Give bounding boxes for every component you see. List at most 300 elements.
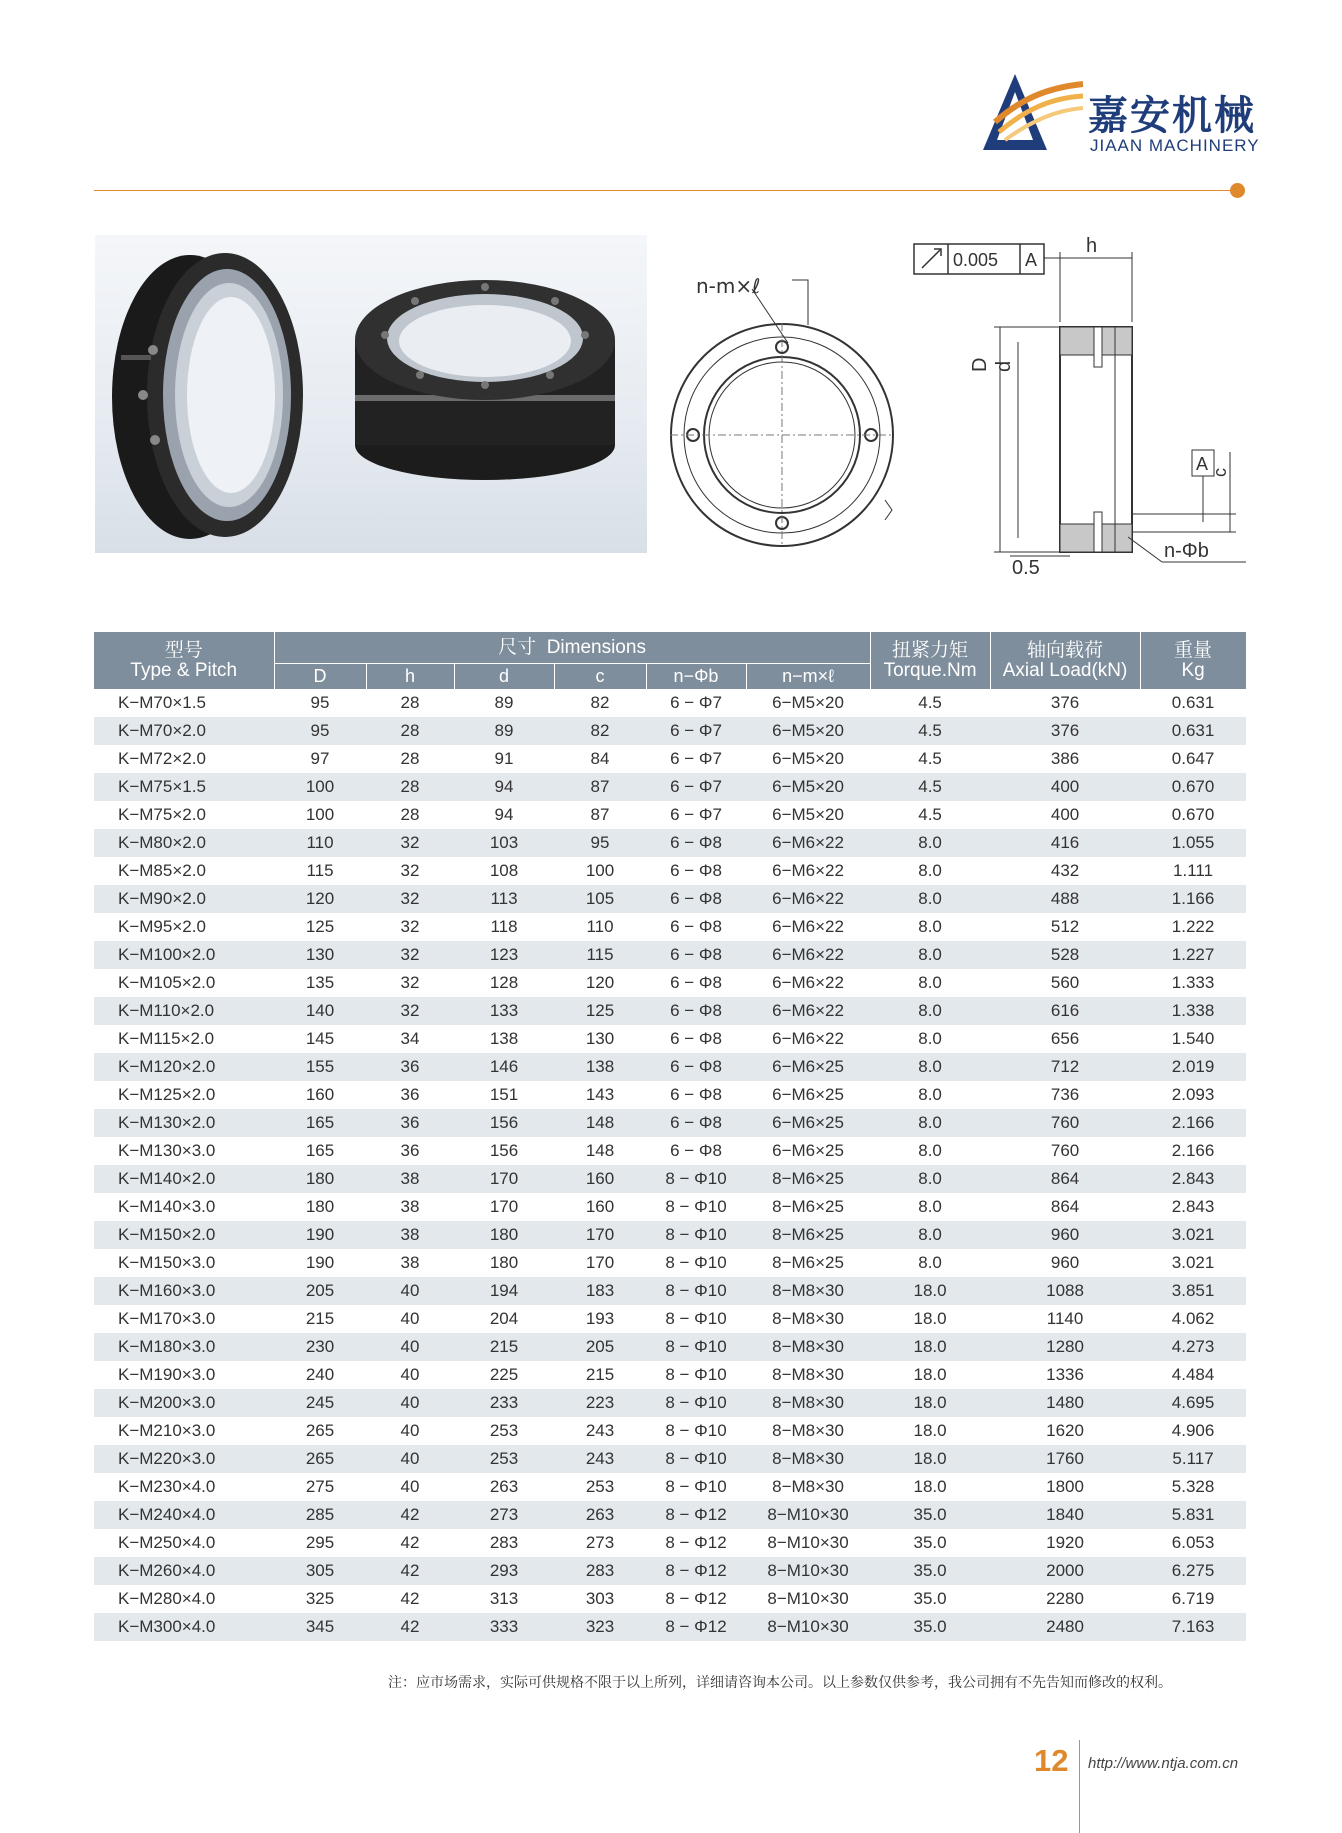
table-cell: 2.843 bbox=[1140, 1165, 1246, 1193]
table-cell: 333 bbox=[454, 1613, 554, 1641]
table-cell: 8.0 bbox=[870, 857, 990, 885]
table-cell: 265 bbox=[274, 1445, 366, 1473]
table-cell: 8 − Φ10 bbox=[646, 1333, 746, 1361]
table-cell: 95 bbox=[274, 717, 366, 745]
table-cell: 151 bbox=[454, 1081, 554, 1109]
table-cell: 8−M6×25 bbox=[746, 1249, 870, 1277]
table-cell: 100 bbox=[274, 801, 366, 829]
table-cell: 89 bbox=[454, 689, 554, 717]
table-cell: 400 bbox=[990, 801, 1140, 829]
table-cell: 42 bbox=[366, 1501, 454, 1529]
table-cell: 263 bbox=[554, 1501, 646, 1529]
table-cell: K−M130×3.0 bbox=[94, 1137, 274, 1165]
spec-table bbox=[94, 632, 1247, 1641]
table-cell: 6−M6×25 bbox=[746, 1081, 870, 1109]
table-cell: 1.166 bbox=[1140, 885, 1246, 913]
table-cell: K−M210×3.0 bbox=[94, 1417, 274, 1445]
table-row bbox=[94, 801, 1246, 829]
table-cell: 6−M5×20 bbox=[746, 689, 870, 717]
table-cell: 6−M6×25 bbox=[746, 1053, 870, 1081]
table-cell: 35.0 bbox=[870, 1501, 990, 1529]
table-cell: 160 bbox=[554, 1193, 646, 1221]
label-nphib: n-Φb bbox=[1164, 540, 1209, 562]
table-cell: K−M110×2.0 bbox=[94, 997, 274, 1025]
table-cell: 233 bbox=[454, 1389, 554, 1417]
table-cell: 1.338 bbox=[1140, 997, 1246, 1025]
label-c: c bbox=[1210, 468, 1230, 477]
header-rule-dot bbox=[1230, 183, 1245, 198]
table-cell: 91 bbox=[454, 745, 554, 773]
table-cell: 285 bbox=[274, 1501, 366, 1529]
table-cell: 760 bbox=[990, 1109, 1140, 1137]
label-h: h bbox=[1086, 235, 1098, 257]
table-cell: 128 bbox=[454, 969, 554, 997]
table-cell: 230 bbox=[274, 1333, 366, 1361]
table-cell: 40 bbox=[366, 1389, 454, 1417]
table-cell: 215 bbox=[274, 1305, 366, 1333]
table-cell: 3.021 bbox=[1140, 1221, 1246, 1249]
table-cell: K−M300×4.0 bbox=[94, 1613, 274, 1641]
table-cell: 160 bbox=[554, 1165, 646, 1193]
table-row bbox=[94, 1053, 1246, 1081]
table-cell: 130 bbox=[274, 941, 366, 969]
table-cell: 42 bbox=[366, 1557, 454, 1585]
table-cell: K−M85×2.0 bbox=[94, 857, 274, 885]
table-cell: 1760 bbox=[990, 1445, 1140, 1473]
brand-name-cn: 嘉安机械 bbox=[1088, 93, 1256, 139]
table-cell: 87 bbox=[554, 801, 646, 829]
table-row bbox=[94, 1389, 1246, 1417]
table-cell: 89 bbox=[454, 717, 554, 745]
table-cell: 960 bbox=[990, 1249, 1140, 1277]
table-cell: 34 bbox=[366, 1025, 454, 1053]
table-cell: 148 bbox=[554, 1137, 646, 1165]
table-cell: 42 bbox=[366, 1613, 454, 1641]
table-cell: 5.831 bbox=[1140, 1501, 1246, 1529]
tolerance-value: 0.005 bbox=[953, 250, 999, 270]
table-cell: K−M240×4.0 bbox=[94, 1501, 274, 1529]
table-cell: 8 − Φ10 bbox=[646, 1193, 746, 1221]
table-cell: K−M160×3.0 bbox=[94, 1277, 274, 1305]
table-cell: 0.647 bbox=[1140, 745, 1246, 773]
table-cell: 6−M6×22 bbox=[746, 857, 870, 885]
table-cell: 6 − Φ8 bbox=[646, 997, 746, 1025]
table-cell: 35.0 bbox=[870, 1557, 990, 1585]
header-D: D bbox=[274, 664, 366, 690]
table-cell: K−M120×2.0 bbox=[94, 1053, 274, 1081]
table-cell: 82 bbox=[554, 717, 646, 745]
table-cell: 8−M8×30 bbox=[746, 1277, 870, 1305]
brand-name-en: JIAAN MACHINERY bbox=[1090, 136, 1260, 155]
table-cell: 616 bbox=[990, 997, 1140, 1025]
table-cell: 488 bbox=[990, 885, 1140, 913]
table-cell: 560 bbox=[990, 969, 1140, 997]
table-cell: 118 bbox=[454, 913, 554, 941]
table-cell: 4.484 bbox=[1140, 1361, 1246, 1389]
table-cell: 1.111 bbox=[1140, 857, 1246, 885]
table-row bbox=[94, 1445, 1246, 1473]
table-cell: 0.670 bbox=[1140, 773, 1246, 801]
table-row bbox=[94, 1193, 1246, 1221]
table-cell: 8 − Φ10 bbox=[646, 1417, 746, 1445]
table-cell: 18.0 bbox=[870, 1361, 990, 1389]
table-row bbox=[94, 1361, 1246, 1389]
table-cell: K−M150×3.0 bbox=[94, 1249, 274, 1277]
table-cell: K−M95×2.0 bbox=[94, 913, 274, 941]
table-row bbox=[94, 857, 1246, 885]
table-cell: 6 − Φ8 bbox=[646, 941, 746, 969]
table-cell: 243 bbox=[554, 1417, 646, 1445]
table-cell: K−M170×3.0 bbox=[94, 1305, 274, 1333]
table-cell: 8−M10×30 bbox=[746, 1613, 870, 1641]
table-cell: 38 bbox=[366, 1221, 454, 1249]
table-cell: 6−M5×20 bbox=[746, 717, 870, 745]
table-cell: 215 bbox=[454, 1333, 554, 1361]
table-cell: 32 bbox=[366, 941, 454, 969]
table-cell: 275 bbox=[274, 1473, 366, 1501]
table-cell: 8−M10×30 bbox=[746, 1585, 870, 1613]
table-cell: 1.540 bbox=[1140, 1025, 1246, 1053]
table-cell: 38 bbox=[366, 1249, 454, 1277]
table-cell: 8.0 bbox=[870, 997, 990, 1025]
table-cell: 4.273 bbox=[1140, 1333, 1246, 1361]
table-cell: 8 − Φ10 bbox=[646, 1305, 746, 1333]
header-dimensions: 尺寸 Dimensions bbox=[274, 632, 870, 664]
table-cell: 183 bbox=[554, 1277, 646, 1305]
table-row bbox=[94, 1333, 1246, 1361]
table-cell: 512 bbox=[990, 913, 1140, 941]
table-cell: 6−M6×22 bbox=[746, 913, 870, 941]
table-cell: 18.0 bbox=[870, 1445, 990, 1473]
table-cell: 8−M8×30 bbox=[746, 1445, 870, 1473]
table-row bbox=[94, 745, 1246, 773]
table-cell: 8−M6×25 bbox=[746, 1165, 870, 1193]
table-cell: K−M150×2.0 bbox=[94, 1221, 274, 1249]
table-cell: 432 bbox=[990, 857, 1140, 885]
table-cell: 8−M8×30 bbox=[746, 1417, 870, 1445]
table-cell: K−M70×1.5 bbox=[94, 689, 274, 717]
table-cell: 8.0 bbox=[870, 1221, 990, 1249]
table-cell: 2.843 bbox=[1140, 1193, 1246, 1221]
table-cell: 8 − Φ12 bbox=[646, 1529, 746, 1557]
table-cell: 1.222 bbox=[1140, 913, 1246, 941]
table-cell: K−M190×3.0 bbox=[94, 1361, 274, 1389]
table-cell: 35.0 bbox=[870, 1613, 990, 1641]
table-cell: 113 bbox=[454, 885, 554, 913]
table-cell: 8.0 bbox=[870, 1081, 990, 1109]
table-row bbox=[94, 1529, 1246, 1557]
table-cell: 135 bbox=[274, 969, 366, 997]
table-cell: 143 bbox=[554, 1081, 646, 1109]
table-cell: 4.062 bbox=[1140, 1305, 1246, 1333]
table-cell: 528 bbox=[990, 941, 1140, 969]
table-cell: 6−M5×20 bbox=[746, 745, 870, 773]
table-cell: 8−M6×25 bbox=[746, 1193, 870, 1221]
table-cell: 97 bbox=[274, 745, 366, 773]
table-cell: 6.719 bbox=[1140, 1585, 1246, 1613]
table-cell: 125 bbox=[554, 997, 646, 1025]
table-cell: 156 bbox=[454, 1137, 554, 1165]
table-cell: 123 bbox=[454, 941, 554, 969]
table-cell: 170 bbox=[554, 1249, 646, 1277]
table-cell: 1280 bbox=[990, 1333, 1140, 1361]
table-cell: 6−M6×22 bbox=[746, 997, 870, 1025]
table-cell: 6−M6×22 bbox=[746, 1025, 870, 1053]
table-cell: 243 bbox=[554, 1445, 646, 1473]
table-cell: 18.0 bbox=[870, 1305, 990, 1333]
table-cell: 6.053 bbox=[1140, 1529, 1246, 1557]
table-cell: 8−M10×30 bbox=[746, 1557, 870, 1585]
table-cell: 8 − Φ10 bbox=[646, 1361, 746, 1389]
table-cell: 2.093 bbox=[1140, 1081, 1246, 1109]
table-cell: 8.0 bbox=[870, 969, 990, 997]
table-cell: 40 bbox=[366, 1333, 454, 1361]
table-cell: 170 bbox=[454, 1193, 554, 1221]
table-row bbox=[94, 1137, 1246, 1165]
table-cell: 386 bbox=[990, 745, 1140, 773]
table-cell: 6 − Φ7 bbox=[646, 801, 746, 829]
table-cell: 265 bbox=[274, 1417, 366, 1445]
table-cell: 84 bbox=[554, 745, 646, 773]
table-row bbox=[94, 885, 1246, 913]
table-cell: 6 − Φ8 bbox=[646, 1109, 746, 1137]
table-cell: K−M100×2.0 bbox=[94, 941, 274, 969]
table-cell: 864 bbox=[990, 1193, 1140, 1221]
table-cell: 215 bbox=[554, 1361, 646, 1389]
table-cell: K−M180×3.0 bbox=[94, 1333, 274, 1361]
table-cell: 1480 bbox=[990, 1389, 1140, 1417]
table-cell: K−M125×2.0 bbox=[94, 1081, 274, 1109]
table-cell: 40 bbox=[366, 1417, 454, 1445]
table-cell: 6 − Φ8 bbox=[646, 1137, 746, 1165]
table-cell: 110 bbox=[554, 913, 646, 941]
table-cell: 100 bbox=[554, 857, 646, 885]
header-screws: n−m×ℓ bbox=[746, 664, 870, 690]
table-cell: 1.055 bbox=[1140, 829, 1246, 857]
label-D: D bbox=[969, 357, 991, 372]
header-h: h bbox=[366, 664, 454, 690]
table-cell: 125 bbox=[274, 913, 366, 941]
table-cell: 8−M8×30 bbox=[746, 1473, 870, 1501]
table-row bbox=[94, 941, 1246, 969]
table-row bbox=[94, 1249, 1246, 1277]
table-cell: 6.275 bbox=[1140, 1557, 1246, 1585]
table-cell: K−M260×4.0 bbox=[94, 1557, 274, 1585]
tolerance-datum: A bbox=[1025, 250, 1038, 270]
table-row bbox=[94, 1277, 1246, 1305]
table-cell: 1140 bbox=[990, 1305, 1140, 1333]
table-cell: 130 bbox=[554, 1025, 646, 1053]
table-cell: 8 − Φ10 bbox=[646, 1221, 746, 1249]
table-cell: 240 bbox=[274, 1361, 366, 1389]
table-cell: 253 bbox=[454, 1445, 554, 1473]
table-cell: 28 bbox=[366, 745, 454, 773]
table-cell: 165 bbox=[274, 1137, 366, 1165]
table-cell: 36 bbox=[366, 1081, 454, 1109]
table-cell: 864 bbox=[990, 1165, 1140, 1193]
header-axial-load: 轴向载荷 Axial Load(kN) bbox=[990, 632, 1140, 689]
table-cell: 8 − Φ12 bbox=[646, 1613, 746, 1641]
table-cell: 204 bbox=[454, 1305, 554, 1333]
table-cell: 36 bbox=[366, 1109, 454, 1137]
table-cell: 36 bbox=[366, 1137, 454, 1165]
table-cell: 2280 bbox=[990, 1585, 1140, 1613]
table-cell: 8.0 bbox=[870, 1193, 990, 1221]
table-cell: 156 bbox=[454, 1109, 554, 1137]
table-cell: K−M70×2.0 bbox=[94, 717, 274, 745]
label-half: 0.5 bbox=[1012, 557, 1040, 577]
website-url: http://www.ntja.com.cn bbox=[1088, 1755, 1239, 1772]
table-cell: 8−M10×30 bbox=[746, 1529, 870, 1557]
table-cell: 0.631 bbox=[1140, 717, 1246, 745]
table-cell: 180 bbox=[454, 1221, 554, 1249]
table-cell: 8.0 bbox=[870, 1165, 990, 1193]
table-cell: 8 − Φ10 bbox=[646, 1277, 746, 1305]
table-cell: 400 bbox=[990, 773, 1140, 801]
table-row bbox=[94, 913, 1246, 941]
table-cell: 303 bbox=[554, 1585, 646, 1613]
table-row bbox=[94, 829, 1246, 857]
table-cell: 180 bbox=[274, 1165, 366, 1193]
table-row bbox=[94, 1501, 1246, 1529]
table-cell: 8−M8×30 bbox=[746, 1305, 870, 1333]
table-cell: 295 bbox=[274, 1529, 366, 1557]
table-cell: 2480 bbox=[990, 1613, 1140, 1641]
table-cell: 1.333 bbox=[1140, 969, 1246, 997]
table-cell: 6−M6×22 bbox=[746, 885, 870, 913]
table-cell: 8−M6×25 bbox=[746, 1221, 870, 1249]
table-cell: K−M75×1.5 bbox=[94, 773, 274, 801]
table-cell: 6 − Φ8 bbox=[646, 1081, 746, 1109]
table-cell: 148 bbox=[554, 1109, 646, 1137]
table-cell: 110 bbox=[274, 829, 366, 857]
table-cell: K−M130×2.0 bbox=[94, 1109, 274, 1137]
table-cell: 6−M6×25 bbox=[746, 1109, 870, 1137]
table-cell: 160 bbox=[274, 1081, 366, 1109]
label-d: d bbox=[993, 360, 1015, 372]
table-cell: 8 − Φ12 bbox=[646, 1585, 746, 1613]
side-view-drawing bbox=[910, 232, 1246, 577]
table-cell: 712 bbox=[990, 1053, 1140, 1081]
table-cell: 8−M10×30 bbox=[746, 1501, 870, 1529]
table-cell: 165 bbox=[274, 1109, 366, 1137]
table-cell: 28 bbox=[366, 801, 454, 829]
table-cell: 18.0 bbox=[870, 1389, 990, 1417]
table-cell: 95 bbox=[554, 829, 646, 857]
table-row bbox=[94, 1585, 1246, 1613]
table-cell: 205 bbox=[554, 1333, 646, 1361]
table-cell: 6 − Φ7 bbox=[646, 745, 746, 773]
table-cell: 8.0 bbox=[870, 829, 990, 857]
footnote: 注：应市场需求，实际可供规格不限于以上所列，详细请咨询本公司。以上参数仅供参考，我公司拥有不先告知而修改的权利。 bbox=[388, 1675, 1172, 1691]
table-cell: 94 bbox=[454, 801, 554, 829]
header-weight: 重量 Kg bbox=[1140, 632, 1246, 689]
table-row bbox=[94, 1165, 1246, 1193]
table-cell: K−M140×3.0 bbox=[94, 1193, 274, 1221]
table-cell: K−M280×4.0 bbox=[94, 1585, 274, 1613]
table-cell: 2.019 bbox=[1140, 1053, 1246, 1081]
table-row bbox=[94, 1417, 1246, 1445]
table-cell: 6 − Φ7 bbox=[646, 773, 746, 801]
table-cell: 1840 bbox=[990, 1501, 1140, 1529]
table-cell: 1088 bbox=[990, 1277, 1140, 1305]
table-cell: 40 bbox=[366, 1277, 454, 1305]
table-cell: 190 bbox=[274, 1249, 366, 1277]
table-cell: 8.0 bbox=[870, 1137, 990, 1165]
page-number: 12 bbox=[1034, 1743, 1069, 1778]
table-cell: 40 bbox=[366, 1473, 454, 1501]
table-cell: 6−M5×20 bbox=[746, 801, 870, 829]
header-d: d bbox=[454, 664, 554, 690]
table-cell: K−M200×3.0 bbox=[94, 1389, 274, 1417]
table-cell: 325 bbox=[274, 1585, 366, 1613]
page-header bbox=[0, 0, 1342, 200]
table-cell: 36 bbox=[366, 1053, 454, 1081]
table-cell: 6 − Φ8 bbox=[646, 829, 746, 857]
table-cell: 155 bbox=[274, 1053, 366, 1081]
table-cell: K−M115×2.0 bbox=[94, 1025, 274, 1053]
table-cell: 190 bbox=[274, 1221, 366, 1249]
table-cell: 225 bbox=[454, 1361, 554, 1389]
table-cell: 8 − Φ12 bbox=[646, 1557, 746, 1585]
table-cell: 120 bbox=[554, 969, 646, 997]
table-cell: 416 bbox=[990, 829, 1140, 857]
table-cell: 205 bbox=[274, 1277, 366, 1305]
table-cell: 656 bbox=[990, 1025, 1140, 1053]
table-cell: 6 − Φ8 bbox=[646, 969, 746, 997]
header-holes: n−Φb bbox=[646, 664, 746, 690]
table-cell: 283 bbox=[554, 1557, 646, 1585]
table-cell: K−M105×2.0 bbox=[94, 969, 274, 997]
spec-table-body bbox=[94, 689, 1246, 1641]
table-cell: K−M80×2.0 bbox=[94, 829, 274, 857]
table-cell: 6 − Φ8 bbox=[646, 857, 746, 885]
table-cell: 4.5 bbox=[870, 689, 990, 717]
table-cell: 1.227 bbox=[1140, 941, 1246, 969]
table-cell: 3.021 bbox=[1140, 1249, 1246, 1277]
table-cell: 38 bbox=[366, 1193, 454, 1221]
table-row bbox=[94, 1025, 1246, 1053]
table-cell: K−M90×2.0 bbox=[94, 885, 274, 913]
table-cell: 2.166 bbox=[1140, 1137, 1246, 1165]
table-cell: 345 bbox=[274, 1613, 366, 1641]
table-cell: K−M220×3.0 bbox=[94, 1445, 274, 1473]
table-cell: 8.0 bbox=[870, 1053, 990, 1081]
table-cell: 108 bbox=[454, 857, 554, 885]
jiaan-logo-icon bbox=[975, 70, 1085, 156]
table-cell: 194 bbox=[454, 1277, 554, 1305]
table-cell: 28 bbox=[366, 717, 454, 745]
table-cell: 28 bbox=[366, 689, 454, 717]
table-cell: 323 bbox=[554, 1613, 646, 1641]
label-A: A bbox=[1196, 454, 1209, 474]
table-cell: 8−M8×30 bbox=[746, 1333, 870, 1361]
table-cell: 6−M6×22 bbox=[746, 969, 870, 997]
table-cell: 8 − Φ10 bbox=[646, 1473, 746, 1501]
table-cell: 6−M6×25 bbox=[746, 1137, 870, 1165]
table-row bbox=[94, 717, 1246, 745]
table-cell: 7.163 bbox=[1140, 1613, 1246, 1641]
table-cell: 100 bbox=[274, 773, 366, 801]
table-cell: 35.0 bbox=[870, 1585, 990, 1613]
table-cell: 115 bbox=[274, 857, 366, 885]
table-cell: 3.851 bbox=[1140, 1277, 1246, 1305]
table-cell: 1800 bbox=[990, 1473, 1140, 1501]
table-cell: 253 bbox=[454, 1417, 554, 1445]
table-cell: 180 bbox=[454, 1249, 554, 1277]
table-cell: 4.906 bbox=[1140, 1417, 1246, 1445]
front-view-drawing bbox=[660, 265, 910, 565]
